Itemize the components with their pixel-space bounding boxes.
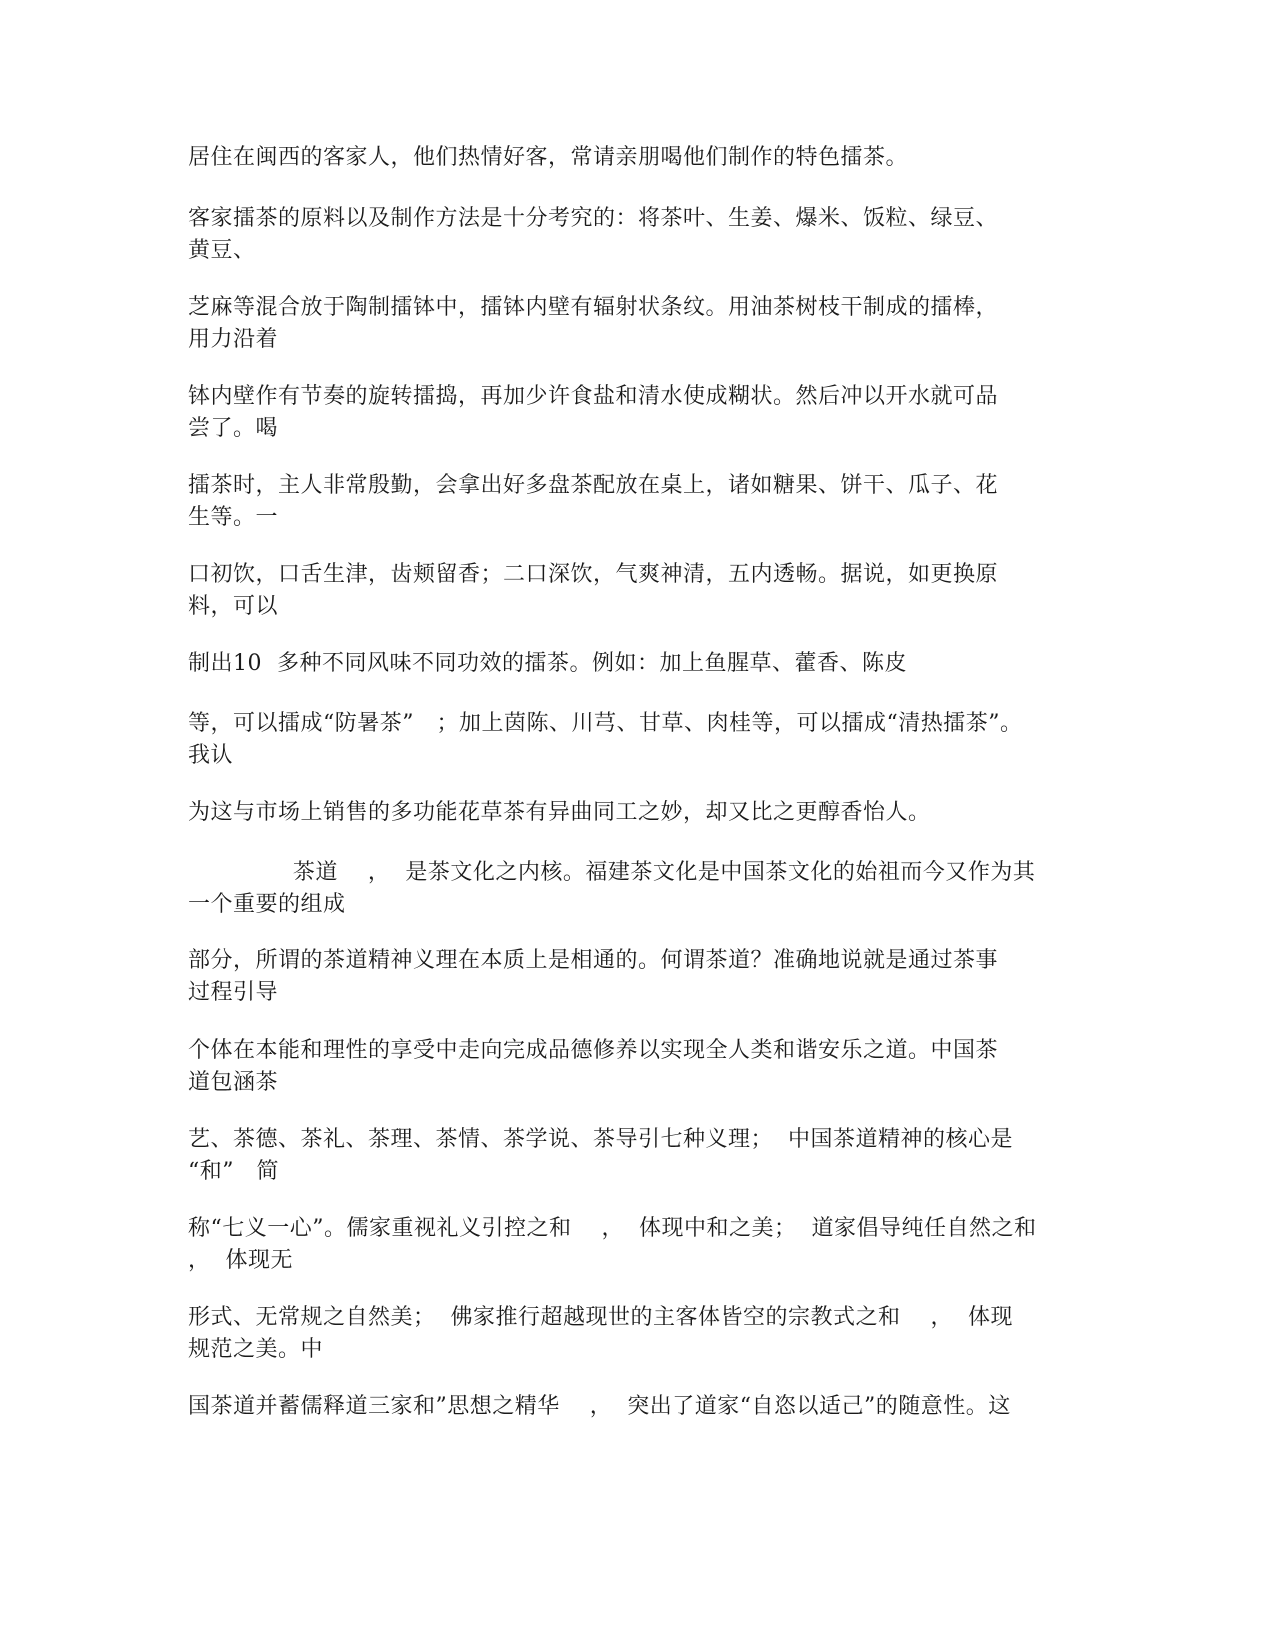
paragraph-1 [188, 142, 1088, 174]
paragraph-line: 用力沿着 [188, 327, 279, 352]
paragraph-5 [188, 470, 1088, 534]
paragraph-line: 艺、茶德、茶礼、茶理、茶情、茶学说、茶导引七种义理； 中国茶道精神的核心是 [188, 1127, 1013, 1152]
paragraph-line: 国茶道并蓄儒释道三家和”思想之精华 ， 突出了道家“自恣以适己”的随意性。这 [188, 1394, 1011, 1419]
paragraph-line: 擂茶时，主人非常殷勤，会拿出好多盘茶配放在桌上，诸如糖果、饼干、瓜子、花 [188, 473, 999, 498]
paragraph-line: 料，可以 [188, 594, 279, 619]
paragraph-line: 形式、无常规之自然美； 佛家推行超越现世的主客体皆空的宗教式之和 ， 体现 [188, 1305, 1013, 1330]
paragraph-7 [188, 648, 1088, 680]
paragraph-line: ， 体现无 [188, 1248, 293, 1273]
paragraph-line: 道包涵茶 [188, 1070, 279, 1095]
paragraph-16 [188, 1391, 1088, 1423]
paragraph-8 [188, 708, 1088, 772]
paragraph-line: 过程引导 [188, 980, 279, 1005]
paragraph-line: 一个重要的组成 [188, 892, 346, 917]
paragraph-6 [188, 559, 1088, 623]
paragraph-line: 我认 [188, 743, 234, 768]
paragraph-line: 钵内壁作有节奏的旋转擂捣，再加少许食盐和清水使成糊状。然后冲以开水就可品 [188, 384, 999, 409]
paragraph-line: “和” 简 [188, 1159, 279, 1184]
paragraph-4 [188, 381, 1088, 445]
paragraph-line: 规范之美。中 [188, 1337, 324, 1362]
paragraph-14 [188, 1213, 1088, 1277]
paragraph-line: 黄豆、 [188, 238, 256, 263]
paragraph-line: 尝了。喝 [188, 416, 279, 441]
paragraph-line: 部分，所谓的茶道精神义理在本质上是相通的。何谓茶道？准确地说就是通过茶事 [188, 948, 999, 973]
paragraph-9 [188, 797, 1088, 829]
paragraph-15 [188, 1302, 1088, 1366]
paragraph-11 [188, 945, 1088, 1009]
paragraph-line: 个体在本能和理性的享受中走向完成品德修养以实现全人类和谐安乐之道。中国茶 [188, 1038, 999, 1063]
paragraph-line: 居住在闽西的客家人，他们热情好客，常请亲朋喝他们制作的特色擂茶。 [188, 145, 909, 170]
paragraph-12 [188, 1035, 1088, 1099]
paragraph-10 [188, 857, 1088, 921]
paragraph-line: 为这与市场上销售的多功能花草茶有异曲同工之妙，却又比之更醇香怡人。 [188, 800, 931, 825]
paragraph-line: 生等。一 [188, 505, 279, 530]
paragraph-line: 等，可以擂成“防暑茶” ；加上茵陈、川芎、甘草、肉桂等，可以擂成“清热擂茶”。 [188, 711, 1023, 736]
paragraph-3 [188, 292, 1088, 356]
paragraph-line: 芝麻等混合放于陶制擂钵中，擂钵内壁有辐射状条纹。用油茶树枝干制成的擂棒， [188, 295, 999, 320]
paragraph-13 [188, 1124, 1088, 1188]
paragraph-line: 称“七义一心”。儒家重视礼义引控之和 ， 体现中和之美； 道家倡导纯任自然之和 [188, 1216, 1037, 1241]
paragraph-line: 客家擂茶的原料以及制作方法是十分考究的：将茶叶、生姜、爆米、饭粒、绿豆、 [188, 206, 999, 231]
paragraph-line: 制出10 多种不同风味不同功效的擂茶。例如：加上鱼腥草、藿香、陈皮 [188, 651, 907, 676]
paragraph-line: 茶道 ， 是茶文化之内核。福建茶文化是中国茶文化的始祖而今又作为其 [188, 860, 1036, 885]
paragraph-2 [188, 203, 1088, 267]
paragraph-line: 口初饮，口舌生津，齿颊留香；二口深饮，气爽神清，五内透畅。据说，如更换原 [188, 562, 999, 587]
